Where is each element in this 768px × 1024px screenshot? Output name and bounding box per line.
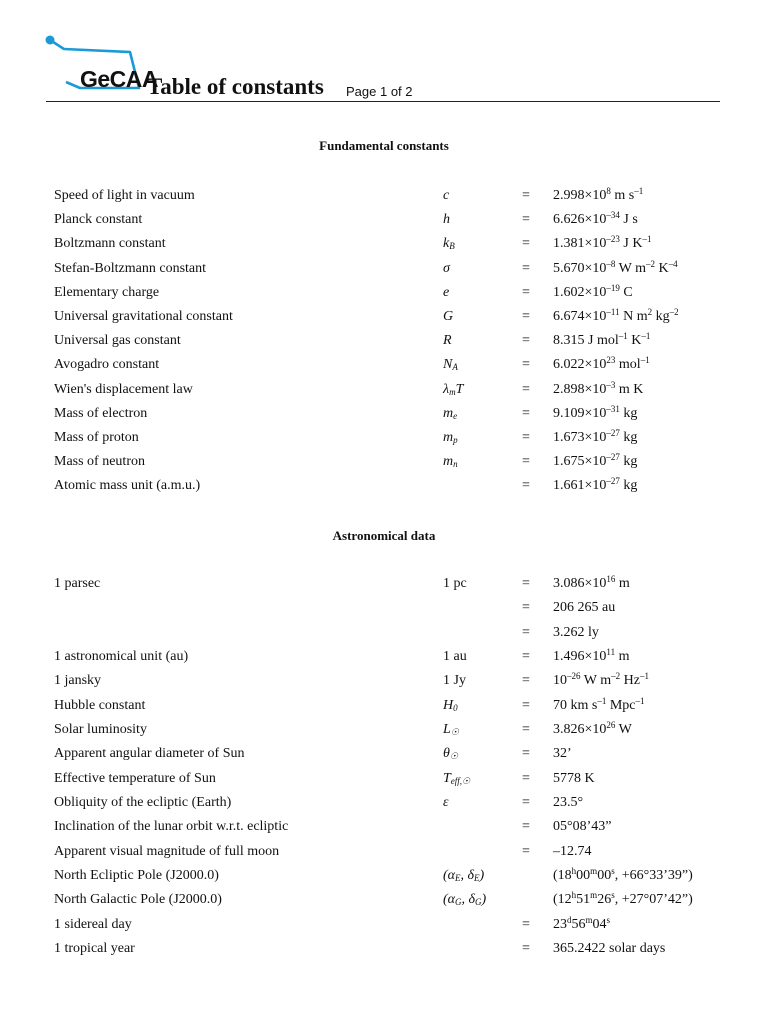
constant-symbol: e — [443, 284, 450, 300]
constant-symbol: h — [443, 212, 450, 228]
constant-value: 23.5° — [553, 795, 584, 811]
table-row — [0, 817, 768, 841]
equals-sign: = — [522, 746, 530, 762]
equals-sign: = — [522, 649, 530, 665]
table-row — [0, 259, 768, 283]
constant-value: 365.2422 solar days — [553, 941, 666, 957]
constant-value: 70 km $s^{-1}$ Mpc$^{-1}$ — [553, 695, 645, 713]
constant-value: $10^{-26}$ W $m^{-2}$ $Hz^{-1}$ — [553, 671, 649, 689]
constant-symbol: R — [443, 333, 452, 349]
constant-value: $2.898\times 10^{-3}$ m K — [553, 379, 644, 397]
constant-symbol: $L_☉$ — [443, 722, 459, 738]
constant-value: 32’ — [553, 746, 572, 762]
constant-symbol: G — [443, 308, 454, 324]
constant-name: Mass of proton — [54, 429, 139, 445]
equals-sign: = — [522, 236, 530, 252]
page-indicator: Page 1 of 2 — [346, 84, 413, 99]
constant-symbol: $m_n$ — [443, 454, 458, 470]
equals-sign: = — [522, 941, 530, 957]
constant-value: ($12^h51^m26^s$, +27°07’42”) — [553, 890, 693, 908]
equals-sign: = — [522, 819, 530, 835]
constant-symbol: $m_p$ — [443, 429, 458, 445]
table-row — [0, 744, 768, 768]
equals-sign: = — [522, 795, 530, 811]
constant-value: $1.661\times 10^{-27}$ kg — [553, 476, 638, 494]
table-row — [0, 574, 768, 598]
constant-name: North Galactic Pole (J2000.0) — [54, 892, 222, 908]
equals-sign: = — [522, 308, 530, 324]
equals-sign: = — [522, 770, 530, 786]
table-row — [0, 939, 768, 963]
constant-value: 8.315 J mol$^{-1}$ $K^{-1}$ — [553, 331, 651, 349]
equals-sign: = — [522, 284, 530, 300]
constant-name: Boltzmann constant — [54, 236, 166, 252]
constant-name: 1 sidereal day — [54, 916, 132, 932]
constant-value: 5778 K — [553, 770, 595, 786]
constant-value: $6.674\times 10^{-11}$ N $m^2$ $kg^{-2}$ — [553, 306, 679, 324]
table-row — [0, 696, 768, 720]
constant-value: 3.262 ly — [553, 624, 599, 640]
constant-symbol: σ — [443, 260, 450, 276]
constant-value: $1.673\times 10^{-27}$ kg — [553, 427, 638, 445]
constant-name: 1 tropical year — [54, 941, 135, 957]
table-row — [0, 476, 768, 500]
table-row — [0, 647, 768, 671]
constant-value: –12.74 — [553, 843, 592, 859]
constant-symbol: $k_B$ — [443, 236, 455, 252]
constant-value: 05°08’43” — [553, 819, 612, 835]
constant-value: $2.998\times 10^8$ m $s^{-1}$ — [553, 186, 644, 203]
table-row — [0, 842, 768, 866]
constant-value: $9.109\times 10^{-31}$ kg — [553, 403, 638, 421]
equals-sign: = — [522, 260, 530, 276]
table-row — [0, 428, 768, 452]
constant-name: Obliquity of the ecliptic (Earth) — [54, 795, 232, 811]
logo-text: GeCAA — [80, 66, 159, 92]
constant-value: $1.381\times 10^{-23}$ J $K^{-1}$ — [553, 234, 652, 252]
constant-symbol: 1 Jy — [443, 673, 466, 689]
constant-name: Apparent visual magnitude of full moon — [54, 843, 280, 859]
equals-sign: = — [522, 381, 530, 397]
table-row — [0, 769, 768, 793]
constant-symbol: $\theta_☉$ — [443, 746, 458, 762]
constant-name: Mass of electron — [54, 405, 148, 421]
table-row — [0, 623, 768, 647]
constant-value: ($18^h00^m00^s$, +66°33’39”) — [553, 866, 693, 884]
equals-sign: = — [522, 697, 530, 713]
equals-sign: = — [522, 478, 530, 494]
section-title-astronomical: Astronomical data — [332, 528, 436, 543]
table-row — [0, 210, 768, 234]
constant-value: $3.826\times 10^{26}$ W — [553, 720, 632, 738]
constant-value: $6.022\times 10^{23}$ mol$^{-1}$ — [553, 355, 650, 373]
constant-symbol: ($\alpha_E$, $\delta_E$) — [443, 868, 485, 884]
constant-name: Inclination of the lunar orbit w.r.t. ecliptic — [54, 819, 289, 835]
equals-sign: = — [522, 722, 530, 738]
constant-symbol: 1 au — [443, 649, 467, 665]
constant-value: 206 265 au — [553, 600, 616, 616]
table-row — [0, 307, 768, 331]
constant-value: $1.675\times 10^{-27}$ kg — [553, 452, 638, 470]
constant-symbol: c — [443, 188, 450, 203]
equals-sign: = — [522, 916, 530, 932]
equals-sign: = — [522, 429, 530, 445]
constant-name: Elementary charge — [54, 284, 160, 300]
constant-symbol: $\lambda_mT$ — [443, 381, 464, 397]
table-row — [0, 890, 768, 914]
constant-name: North Ecliptic Pole (J2000.0) — [54, 868, 219, 884]
astronomical-data-table — [0, 574, 768, 964]
constant-symbol: ε — [443, 795, 449, 811]
equals-sign: = — [522, 576, 530, 591]
constant-name: Hubble constant — [54, 697, 146, 713]
constant-symbol: ($\alpha_G$, $\delta_G$) — [443, 892, 487, 908]
table-row — [0, 598, 768, 622]
equals-sign: = — [522, 624, 530, 640]
constant-name: Wien's displacement law — [54, 381, 193, 397]
table-row — [0, 671, 768, 695]
constant-name: Solar luminosity — [54, 722, 147, 738]
constant-name: 1 jansky — [54, 673, 102, 689]
table-row — [0, 380, 768, 404]
equals-sign: = — [522, 188, 530, 203]
equals-sign: = — [522, 333, 530, 349]
constant-symbol: $m_e$ — [443, 405, 458, 421]
table-row — [0, 793, 768, 817]
constant-name: Stefan-Boltzmann constant — [54, 260, 207, 276]
table-row — [0, 186, 768, 210]
equals-sign: = — [522, 673, 530, 689]
equals-sign: = — [522, 212, 530, 228]
table-row — [0, 331, 768, 355]
constant-name: Mass of neutron — [54, 454, 145, 470]
header-divider — [46, 101, 720, 102]
constant-name: 1 astronomical unit (au) — [54, 649, 189, 665]
constant-symbol: 1 pc — [443, 576, 467, 591]
constant-value: 23$^d$56$^m$04$^s$ — [553, 914, 611, 932]
constant-name: Planck constant — [54, 212, 143, 228]
equals-sign: = — [522, 600, 530, 616]
constant-name: Apparent angular diameter of Sun — [54, 746, 245, 762]
equals-sign: = — [522, 454, 530, 470]
equals-sign: = — [522, 357, 530, 373]
constant-name: Universal gravitational constant — [54, 308, 233, 324]
equals-sign: = — [522, 405, 530, 421]
constant-name: 1 parsec — [54, 576, 101, 591]
constant-name: Universal gas constant — [54, 333, 181, 349]
constant-value: $5.670\times 10^{-8}$ W $m^{-2}$ $K^{-4}$ — [553, 258, 678, 276]
table-row — [0, 283, 768, 307]
table-row — [0, 452, 768, 476]
constant-value: $1.496\times 10^{11}$ m — [553, 647, 630, 665]
constant-symbol: $H_0$ — [443, 697, 458, 713]
constant-value: $1.602\times 10^{-19}$ C — [553, 282, 633, 300]
constant-name: Avogadro constant — [54, 357, 160, 373]
table-row — [0, 355, 768, 379]
section-title-fundamental: Fundamental constants — [319, 138, 449, 153]
table-row — [0, 404, 768, 428]
equals-sign: = — [522, 843, 530, 859]
constant-name: Speed of light in vacuum — [54, 188, 195, 203]
constant-symbol: $T_{eff,☉}$ — [443, 770, 471, 786]
table-row — [0, 866, 768, 890]
constant-name: Atomic mass unit (a.m.u.) — [54, 478, 201, 494]
table-row — [0, 915, 768, 939]
fundamental-constants-table — [0, 186, 768, 500]
constant-name: Effective temperature of Sun — [54, 770, 216, 786]
table-row — [0, 720, 768, 744]
document-title: Table of constants — [147, 74, 324, 99]
document-header — [0, 0, 768, 104]
constant-symbol: $N_A$ — [443, 357, 458, 373]
constant-value: $3.086\times 10^{16}$ m — [553, 574, 630, 591]
table-row — [0, 234, 768, 258]
constant-value: $6.626\times 10^{-34}$ J s — [553, 210, 638, 228]
